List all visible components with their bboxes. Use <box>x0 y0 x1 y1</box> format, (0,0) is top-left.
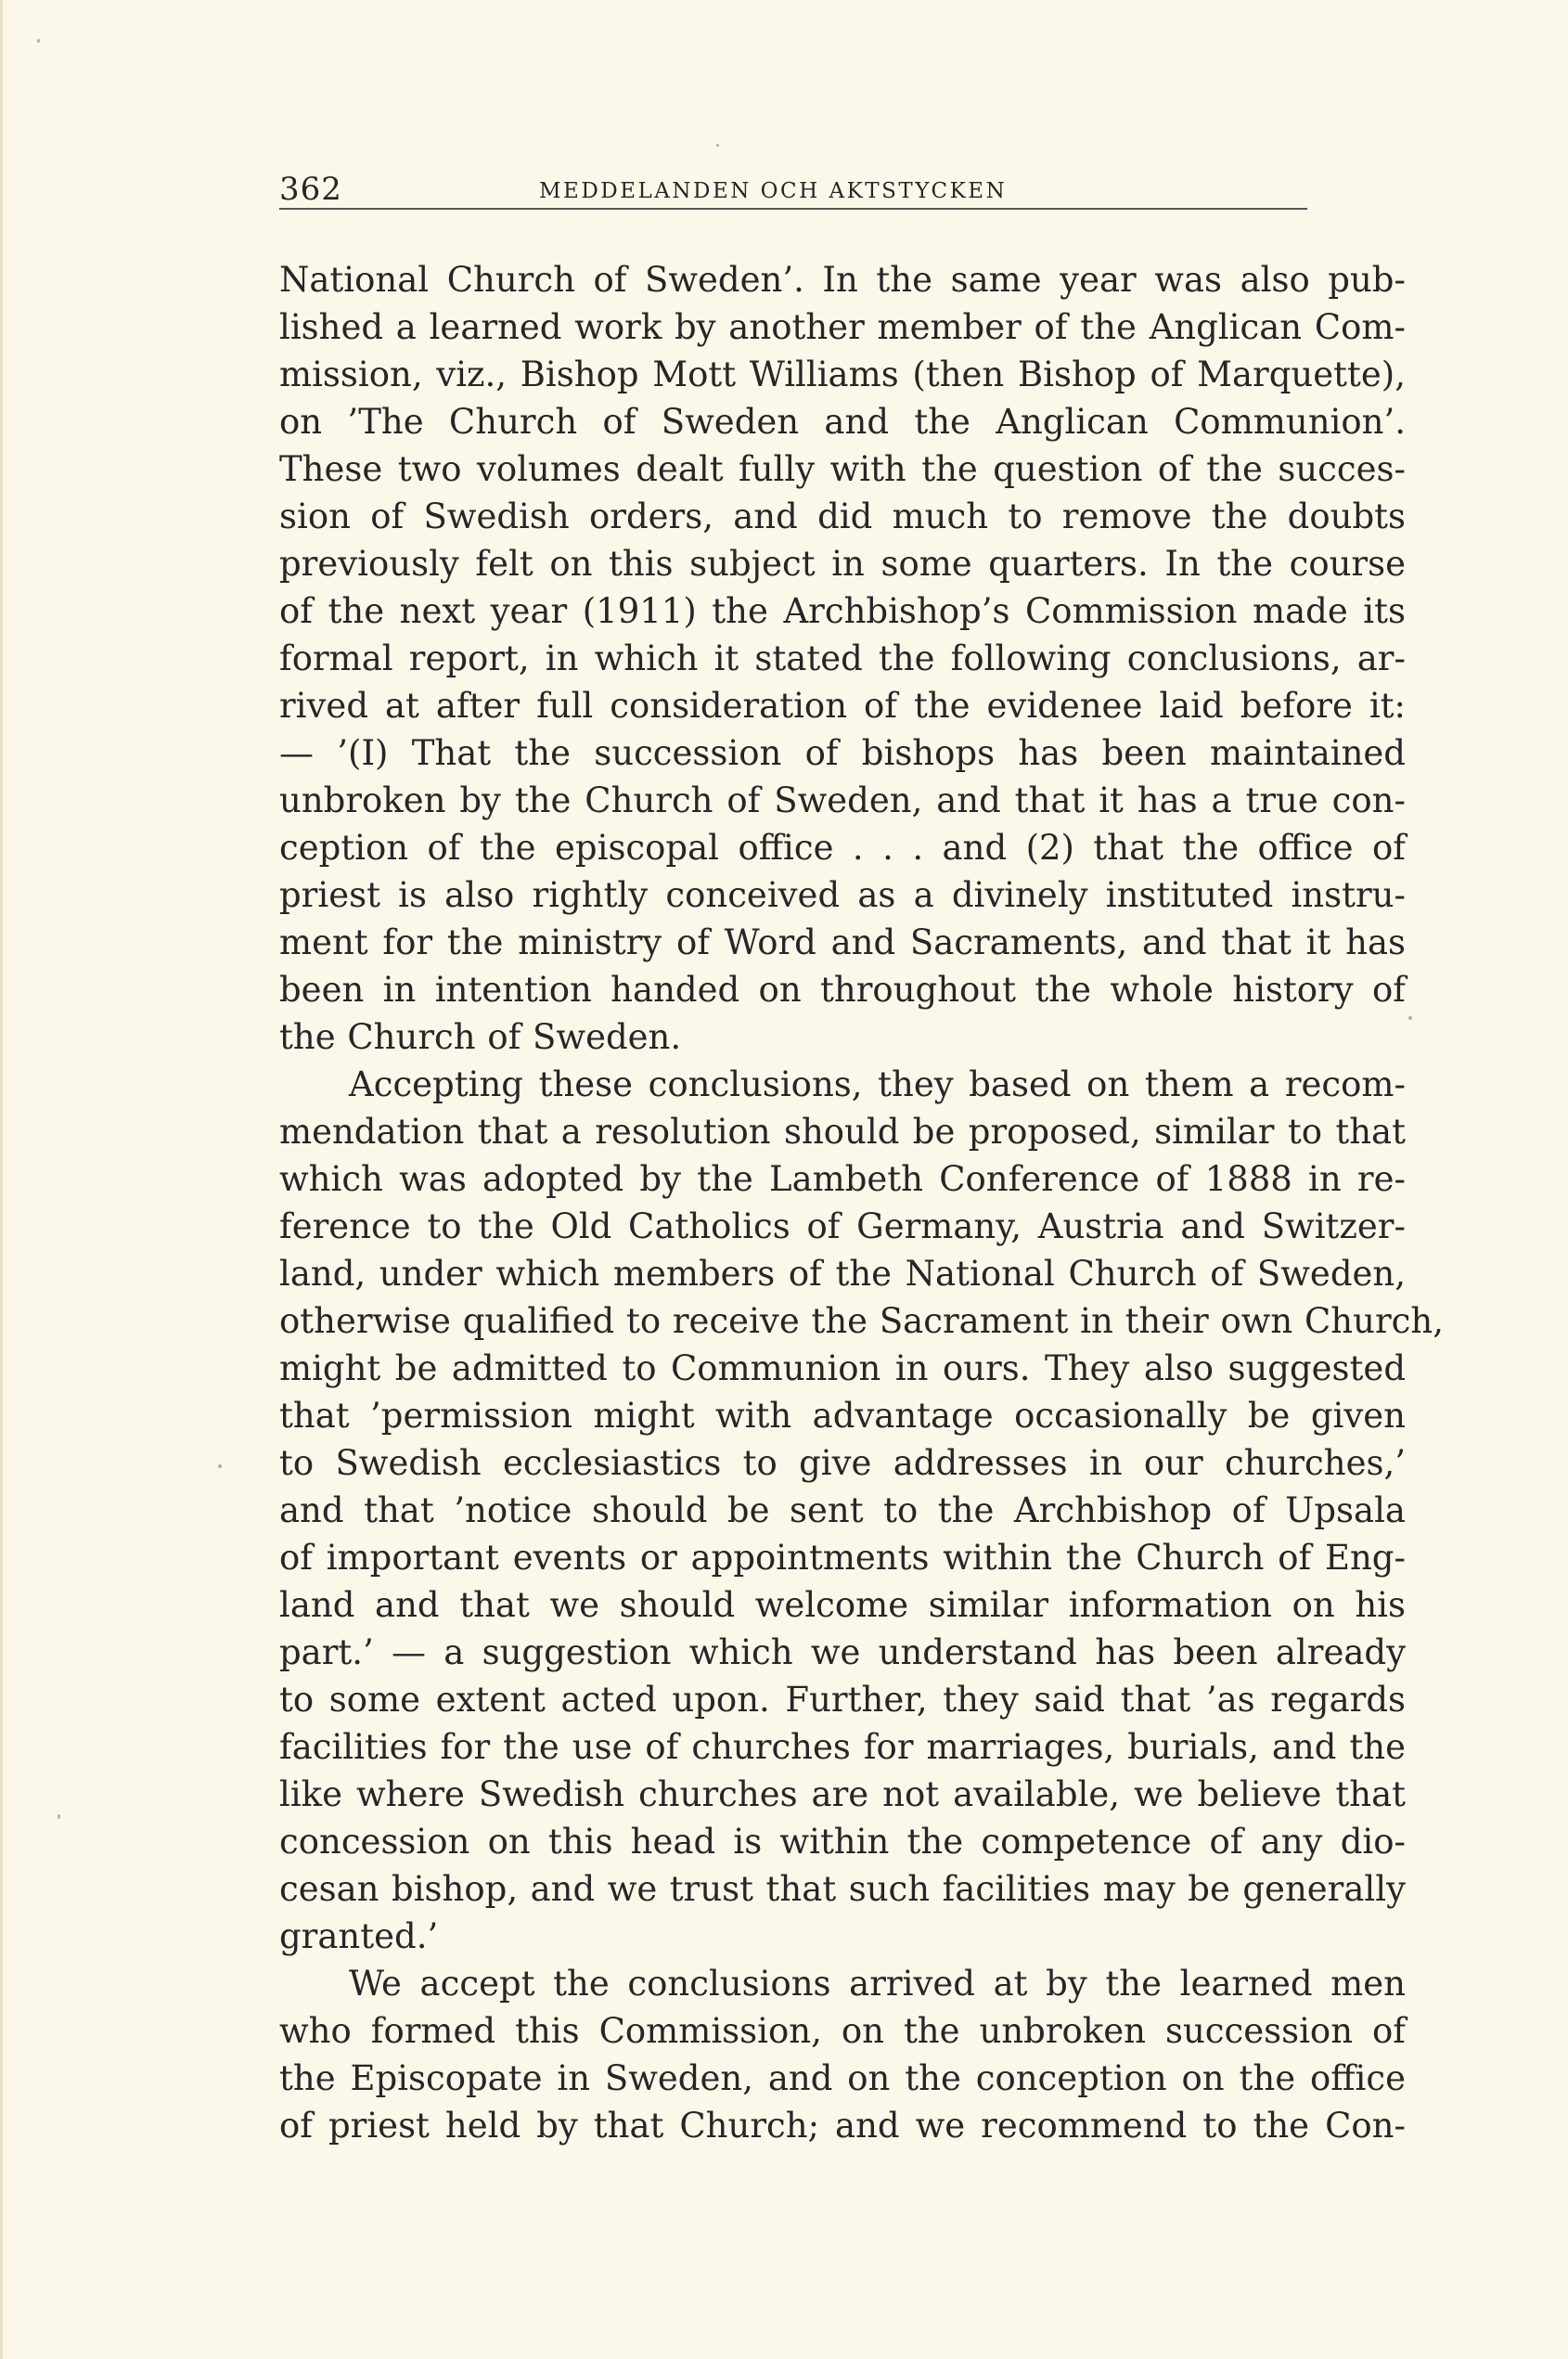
paper-speck <box>58 1814 60 1819</box>
running-header <box>279 171 1307 210</box>
text-line: otherwise qualified to receive the Sacrament in their own Church, <box>279 1301 1444 1341</box>
text-line: unbroken by the Church of Sweden, and that it has a true con- <box>279 780 1406 820</box>
text-line: ference to the Old Catholics of Germany, Austria and Switzer- <box>279 1206 1406 1246</box>
text-line: of the next year (1911) the Archbishop’s Commission made its <box>279 591 1406 631</box>
text-line: to some extent acted upon. Further, they said that ’as regards <box>279 1680 1406 1720</box>
page-number: 362 <box>279 171 342 208</box>
text-line: who formed this Commission, on the unbroken succession of <box>279 2011 1406 2051</box>
text-line: which was adopted by the Lambeth Conference of 1888 in re- <box>279 1159 1406 1199</box>
text-line: and that ’notice should be sent to the Archbishop of Upsala <box>279 1490 1406 1530</box>
text-line: — ’(I) That the succession of bishops has been maintained <box>279 733 1406 773</box>
text-line: concession on this head is within the competence of any dio- <box>279 1822 1406 1862</box>
text-line: rived at after full consideration of the evidenee laid before it: <box>279 686 1406 726</box>
body-text <box>279 256 1444 2149</box>
text-line: ment for the ministry of Word and Sacraments, and that it has <box>279 922 1406 962</box>
text-line: ception of the episcopal office . . . and (2) that the office of <box>279 828 1406 868</box>
paragraph-start-line: Accepting these conclusions, they based on them a recom- <box>349 1064 1406 1104</box>
text-line: mendation that a resolution should be proposed, similar to that <box>279 1112 1406 1152</box>
text-line: National Church of Sweden’. In the same year was also pub- <box>279 260 1406 300</box>
running-title: MEDDELANDEN OCH AKTSTYCKEN <box>539 179 1008 203</box>
page-edge <box>0 0 3 2359</box>
text-line: on ’The Church of Sweden and the Anglican Communion’. <box>279 402 1406 442</box>
paper-speck <box>1408 1016 1412 1020</box>
text-line: formal report, in which it stated the following conclusions, ar- <box>279 638 1406 678</box>
text-line: previously felt on this subject in some quarters. In the course <box>279 544 1406 584</box>
text-line: the Episcopate in Sweden, and on the conception on the office <box>279 2058 1406 2098</box>
text-line: granted.’ <box>279 1916 439 1956</box>
text-line: like where Swedish churches are not available, we believe that <box>279 1774 1406 1814</box>
text-line: of priest held by that Church; and we recommend to the Con- <box>279 2106 1406 2146</box>
text-line: been in intention handed on throughout the whole history of <box>279 970 1406 1010</box>
text-line: to Swedish ecclesiastics to give addresses in our churches,’ <box>279 1443 1406 1483</box>
text-line: land, under which members of the National Church of Sweden, <box>279 1254 1406 1294</box>
text-line: part.’ — a suggestion which we understand has been already <box>279 1632 1406 1672</box>
text-line: sion of Swedish orders, and did much to remove the doubts <box>279 496 1406 536</box>
text-line: mission, viz., Bishop Mott Williams (then Bishop of Marquette), <box>279 354 1406 394</box>
paper-speck <box>716 144 719 147</box>
text-line: cesan bishop, and we trust that such facilities may be generally <box>279 1869 1406 1909</box>
paragraph-start-line: We accept the conclusions arrived at by the learned men <box>349 1964 1406 2004</box>
paper-speck <box>218 1464 222 1468</box>
text-line: might be admitted to Communion in ours. They also suggested <box>279 1348 1406 1388</box>
text-line: land and that we should welcome similar information on his <box>279 1585 1406 1625</box>
text-line: the Church of Sweden. <box>279 1017 682 1057</box>
paper-speck <box>37 39 40 43</box>
text-line: of important events or appointments within the Church of Eng- <box>279 1538 1406 1578</box>
text-line: lished a learned work by another member of the Anglican Com- <box>279 307 1406 347</box>
text-line: These two volumes dealt fully with the question of the succes- <box>279 449 1406 489</box>
text-line: that ’permission might with advantage occasionally be given <box>279 1396 1406 1436</box>
text-line: priest is also rightly conceived as a divinely instituted instru- <box>279 875 1406 915</box>
text-line: facilities for the use of churches for marriages, burials, and the <box>279 1727 1406 1767</box>
